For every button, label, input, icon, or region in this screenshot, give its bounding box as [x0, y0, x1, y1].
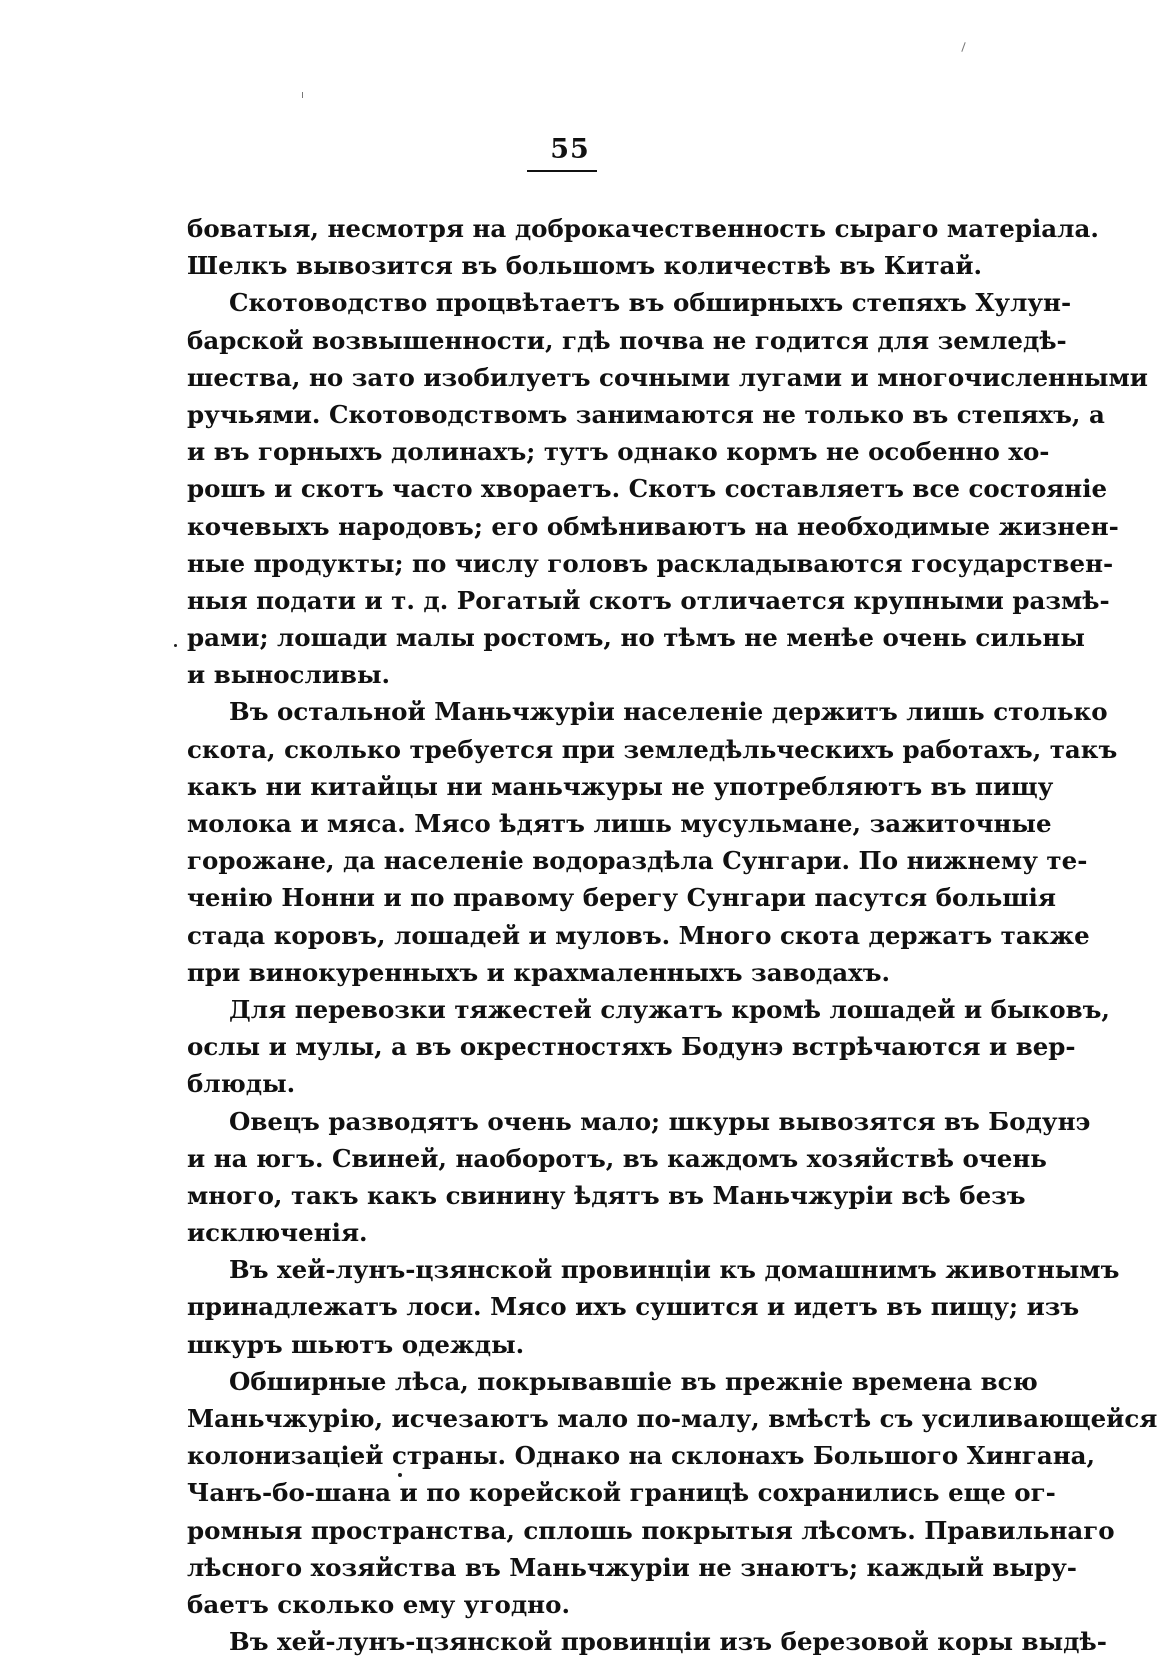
text-line: ные продукты; по числу головъ раскладываются государствен- [187, 548, 1114, 578]
text-line: Скотоводство процвѣтаетъ въ обширныхъ степяхъ Хулун- [229, 288, 1072, 318]
text-line: лѣсного хозяйства въ Маньчжуріи не знаютъ; каждый выру- [187, 1552, 1077, 1582]
text-line: горожане, да населеніе водораздѣла Сунгари. По нижнему те- [187, 846, 1088, 876]
text-line: Овецъ разводятъ очень мало; шкуры вывозятся въ Бодунэ [229, 1106, 1091, 1136]
text-line: Въ хей-лунъ-цзянской провинціи изъ березовой коры выдѣ- [229, 1627, 1107, 1657]
text-line: кочевыхъ народовъ; его обмѣниваютъ на необходимые жизнен- [187, 511, 1119, 541]
text-line: Маньчжурію, исчезаютъ мало по-малу, вмѣстѣ съ усиливающейся [187, 1404, 1157, 1433]
text-line: и выносливы. [187, 660, 391, 690]
text-line: молока и мяса. Мясо ѣдятъ лишь мусульмане, зажиточные [187, 809, 1052, 838]
text-line: блюды. [187, 1069, 296, 1099]
text-line: ручьями. Скотоводствомъ занимаются не только въ степяхъ, а [187, 399, 1105, 429]
body-text [187, 210, 1157, 1660]
margin-mark [961, 42, 965, 52]
text-line: Шелкъ вывозится въ большомъ количествѣ въ Китай. [187, 251, 983, 281]
text-line: и на югъ. Свиней, наоборотъ, въ каждомъ хозяйствѣ очень [187, 1143, 1047, 1173]
text-line: колонизаціей страны. Однако на склонахъ Большого Хингана, [187, 1441, 1096, 1471]
text-line: и въ горныхъ долинахъ; тутъ однако кормъ не особенно хо- [187, 437, 1050, 467]
text-line: Обширные лѣса, покрывавшіе въ прежніе времена всю [229, 1366, 1038, 1396]
text-line: какъ ни китайцы ни маньчжуры не употребляютъ въ пищу [187, 771, 1054, 801]
text-line: стада коровъ, лошадей и муловъ. Много скота держатъ также [187, 920, 1090, 950]
text-line: скота, сколько требуется при земледѣльческихъ работахъ, такъ [187, 734, 1118, 764]
text-line: боватыя, несмотря на доброкачественность сыраго матеріала. [187, 214, 1099, 243]
text-line: рами; лошади малы ростомъ, но тѣмъ не менѣе очень сильны [187, 623, 1085, 653]
text-line: ромныя пространства, сплошь покрытыя лѣсомъ. Правильнаго [187, 1515, 1115, 1545]
text-line: шкуръ шьютъ одежды. [187, 1329, 525, 1359]
ink-speck [174, 644, 177, 647]
text-line: при винокуренныхъ и крахмаленныхъ заводахъ. [187, 957, 891, 987]
text-line: исключенія. [187, 1218, 368, 1248]
text-line: ослы и мулы, а въ окрестностяхъ Бодунэ встрѣчаются и вер- [187, 1032, 1076, 1062]
text-line: Въ хей-лунъ-цзянской провинціи къ домашнимъ животнымъ [229, 1255, 1120, 1285]
text-line: ченію Нонни и по правому берегу Сунгари пасутся большія [187, 883, 1056, 913]
text-line: Для перевозки тяжестей служатъ кромѣ лошадей и быковъ, [229, 994, 1110, 1024]
text-line: шества, но зато изобилуетъ сочными лугами и многочисленными [187, 362, 1148, 392]
page-number-underline [527, 170, 597, 172]
text-line: барской возвышенности, гдѣ почва не годится для земледѣ- [187, 325, 1067, 355]
margin-mark [302, 92, 303, 98]
text-line: много, такъ какъ свинину ѣдятъ въ Маньчжуріи всѣ безъ [187, 1180, 1026, 1210]
ink-speck [398, 1473, 402, 1477]
text-line: баетъ сколько ему угодно. [187, 1589, 570, 1619]
page-number: 55 [550, 134, 590, 165]
text-line: принадлежатъ лоси. Мясо ихъ сушится и идетъ въ пищу; изъ [187, 1292, 1080, 1322]
text-line: Чанъ-бо-шана и по корейской границѣ сохранились еще ог- [187, 1478, 1056, 1508]
text-line: Въ остальной Маньчжуріи населеніе держитъ лишь столько [229, 697, 1108, 727]
text-line: ныя подати и т. д. Рогатый скотъ отличается крупными размѣ- [187, 585, 1110, 615]
text-line: рошъ и скотъ часто хвораетъ. Скотъ составляетъ все состояніе [187, 474, 1108, 504]
